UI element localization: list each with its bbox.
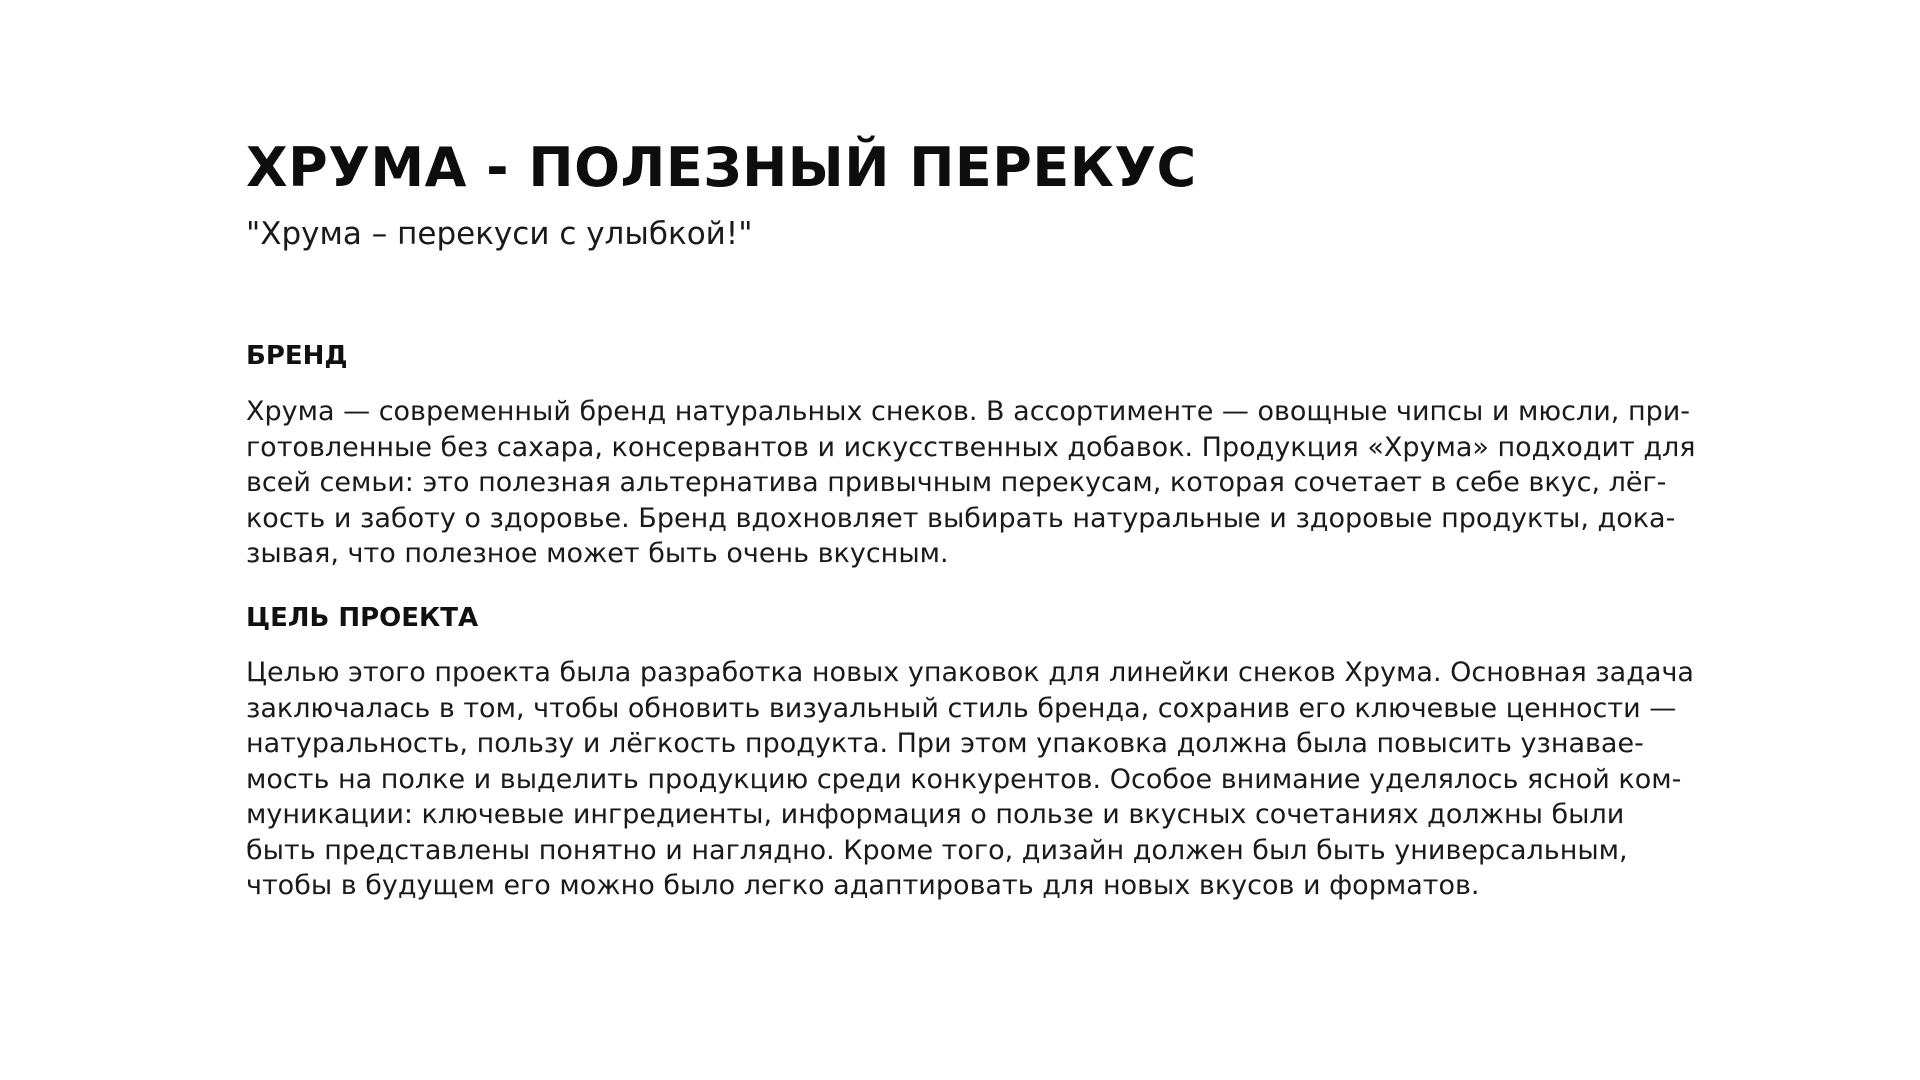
project-goal-description — [246, 655, 1694, 904]
project-goal-line: чтобы в будущем его можно было легко адаптировать для новых вкусов и форматов. — [246, 870, 1480, 901]
brand-description-line: Хрума — современный бренд натуральных снеков. В ассортименте — овощные чипсы и мюсли, при- — [246, 396, 1691, 427]
project-goal-line: Целью этого проекта была разработка новых упаковок для линейки снеков Хрума. Основная задача — [246, 657, 1694, 688]
brand-description-line: всей семьи: это полезная альтернатива привычным перекусам, которая сочетает в себе вкус, лёг- — [246, 467, 1667, 498]
project-goal-line: мость на полке и выделить продукцию среди конкурентов. Особое внимание уделялось ясной ком- — [246, 763, 1682, 795]
brand-description-line: кость и заботу о здоровье. Бренд вдохновляет выбирать натуральные и здоровые продукты, дока- — [246, 502, 1676, 534]
project-goal-line: быть представлены понятно и наглядно. Кроме того, дизайн должен был быть универсальным, — [246, 834, 1628, 866]
brand-description — [246, 394, 1696, 572]
section-heading-brand: БРЕНД — [246, 341, 348, 371]
section-heading-project-goal: ЦЕЛЬ ПРОЕКТА — [246, 603, 479, 633]
page-title: ХРУМА - ПОЛЕЗНЫЙ ПЕРЕКУС — [246, 136, 1197, 199]
brand-description-line: готовленные без сахара, консервантов и искусственных добавок. Продукция «Хрума» подходит для — [246, 431, 1696, 463]
project-goal-line: натуральность, пользу и лёгкость продукта. При этом упаковка должна была повысить узнавае- — [246, 728, 1644, 759]
brand-slogan: "Хрума – перекуси с улыбкой!" — [246, 216, 753, 252]
brand-description-line: зывая, что полезное может быть очень вкусным. — [246, 538, 949, 569]
project-goal-line: заключалась в том, чтобы обновить визуальный стиль бренда, сохранив его ключевые ценности — — [246, 692, 1677, 724]
project-goal-line: муникации: ключевые ингредиенты, информация о пользе и вкусных сочетаниях должны были — [246, 799, 1625, 830]
